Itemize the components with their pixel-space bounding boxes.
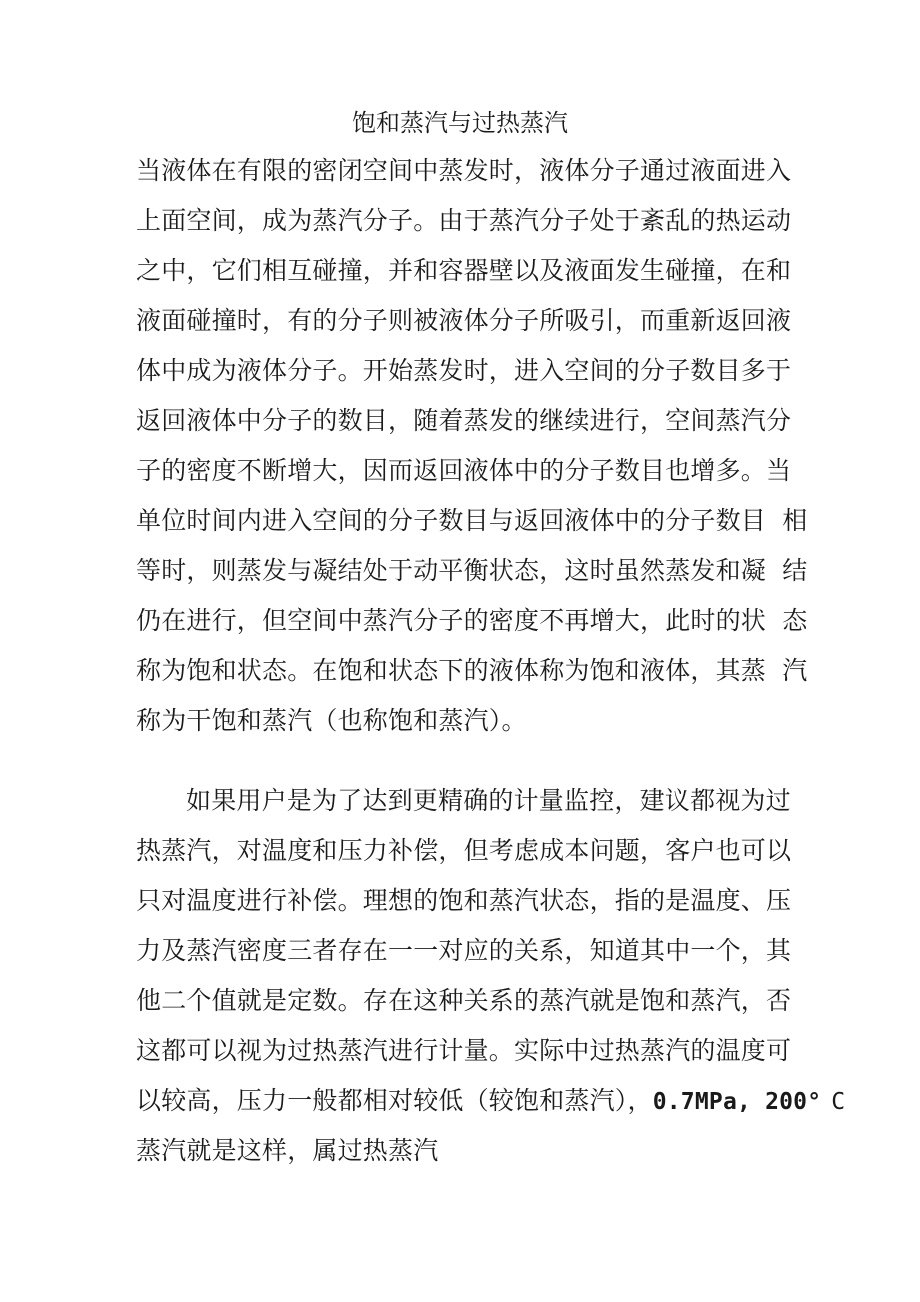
text-line: 力及蒸汽密度三者存在一一对应的关系，知道其中一个，其: [136, 936, 792, 965]
text-line: 这都可以视为过热蒸汽进行计量。实际中过热蒸汽的温度可: [136, 1036, 792, 1065]
text-line: 他二个值就是定数。存在这种关系的蒸汽就是饱和蒸汽，否: [136, 986, 792, 1015]
text-line: 之中，它们相互碰撞，并和容器壁以及液面发生碰撞，在和: [136, 256, 792, 285]
text-line: 上面空间，成为蒸汽分子。由于蒸汽分子处于紊乱的热运动: [136, 206, 792, 235]
text-line: 热蒸汽，对温度和压力补偿，但考虑成本问题，客户也可以: [136, 836, 792, 865]
document-title: 饱和蒸汽与过热蒸汽: [352, 109, 568, 137]
text-line: 称为干饱和蒸汽（也称饱和蒸汽）。: [136, 706, 527, 735]
text-line: 如果用户是为了达到更精确的计量监控，建议都视为过: [186, 786, 791, 815]
text-line: 单位时间内进入空间的分子数目与返回液体中的分子数目 相: [136, 506, 808, 535]
text-line-segment: 以较高，压力一般都相对较低（较饱和蒸汽），: [136, 1086, 653, 1115]
text-line: 体中成为液体分子。开始蒸发时，进入空间的分子数目多于: [136, 356, 792, 385]
text-line: 返回液体中分子的数目，随着蒸发的继续进行，空间蒸汽分: [136, 406, 792, 435]
text-line: 等时，则蒸发与凝结处于动平衡状态，这时虽然蒸发和凝 结: [136, 556, 808, 585]
text-line: 只对温度进行补偿。理想的饱和蒸汽状态，指的是温度、压: [136, 886, 792, 915]
text-line: 仍在进行，但空间中蒸汽分子的密度不再增大，此时的状 态: [136, 606, 808, 635]
temperature-unit: C: [831, 1089, 846, 1115]
text-line: 当液体在有限的密闭空间中蒸发时，液体分子通过液面进入: [136, 156, 792, 185]
pressure-temperature-value: 0.7MPa, 200°: [652, 1089, 822, 1115]
text-line: [136, 1076, 846, 1126]
text-line: 称为饱和状态。在饱和状态下的液体称为饱和液体，其蒸 汽: [136, 656, 808, 685]
text-line: 子的密度不断增大，因而返回液体中的分子数目也增多。当: [136, 456, 792, 485]
text-line: 蒸汽就是这样，属过热蒸汽: [136, 1136, 439, 1165]
text-line: 液面碰撞时，有的分子则被液体分子所吸引，而重新返回液: [136, 306, 792, 335]
